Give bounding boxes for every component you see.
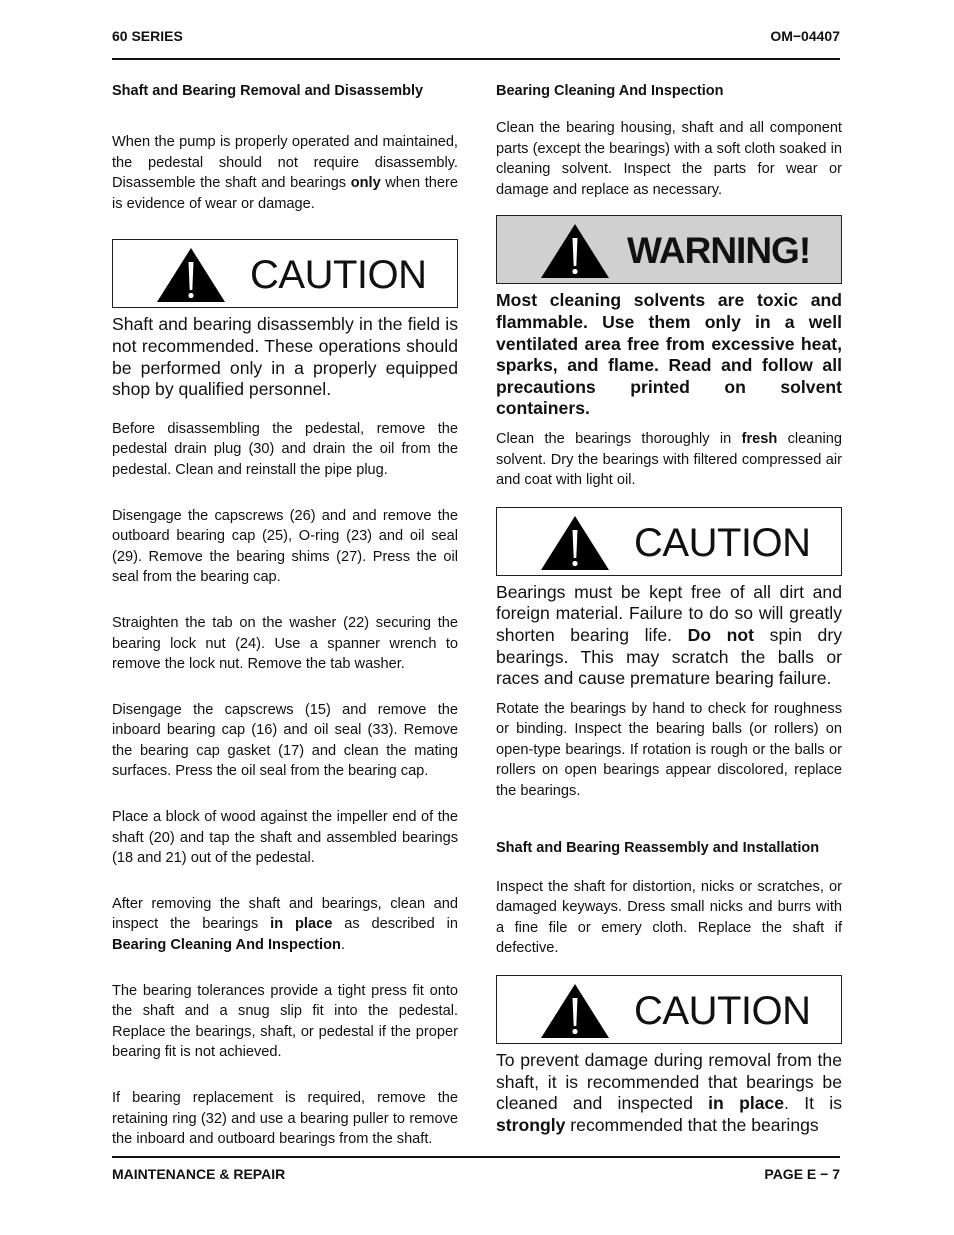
document-number: OM−04407 xyxy=(770,28,840,44)
paragraph-inboard: Disengage the capscrews (15) and remove the inboard bearing cap (16) and oil seal (33). Remove the bearing cap gasket (17) and clean the mating surfaces. Press the oil seal from the bearing cap. xyxy=(112,701,458,780)
paragraph-intro xyxy=(112,132,458,214)
paragraph-clean-housing: Clean the bearing housing, shaft and all component parts (except the bearings) with a soft cloth soaked in cleaning solvent. Inspect the parts for wear or damage and replace as necessary. xyxy=(496,120,842,198)
caution-sign xyxy=(112,239,458,308)
paragraph-fresh-solvent xyxy=(496,429,842,491)
text: as described in xyxy=(332,916,459,933)
caution-label: CAUTION xyxy=(634,520,811,565)
series-title: 60 SERIES xyxy=(112,28,183,44)
emphasis: in place xyxy=(708,1093,785,1114)
text: recommended that the bearings xyxy=(565,1114,819,1135)
warning-sign xyxy=(496,215,842,284)
section-heading-reassembly: Shaft and Bearing Reassembly and Installation xyxy=(496,839,820,856)
text: When the pump is properly operated and maintained, the pedestal should not require disassembly. Disassemble the shaft and bearings xyxy=(112,134,458,192)
header-rule xyxy=(112,58,840,60)
text: . It is xyxy=(784,1093,842,1114)
emphasis: strongly xyxy=(496,1114,566,1135)
hazard-triangle-icon xyxy=(539,514,611,572)
text: cleaning solvent. Dry the bearings with filtered compressed air and coat with light oil. xyxy=(496,430,842,489)
section-title: MAINTENANCE & REPAIR xyxy=(112,1166,286,1182)
cross-reference: Bearing Cleaning And Inspection xyxy=(112,937,341,954)
hazard-triangle-icon xyxy=(539,222,611,280)
page-number: PAGE E − 7 xyxy=(764,1166,840,1182)
caution-text: Shaft and bearing disassembly in the field is not recommended. These operations should be performed only in a properly equipped shop by qualified personnel. xyxy=(112,314,458,400)
warning-text: Most cleaning solvents are toxic and flammable. Use them only in a well ventilated area free from excessive heat, sparks, and flame. Read and follow all precautions printed on solvent containers. xyxy=(496,290,842,419)
section-heading-removal: Shaft and Bearing Removal and Disassembly xyxy=(112,83,424,99)
paragraph-outboard: Disengage the capscrews (26) and and remove the outboard bearing cap (25), O-ring (23) and oil seal (29). Remove the bearing shims (27). Press the oil seal from the bearing cap. xyxy=(112,507,458,586)
text: spin dry bearings. This may scratch the balls or races and cause premature bearing failure. xyxy=(496,624,842,689)
hazard-triangle-icon xyxy=(155,246,227,304)
paragraph-rotate: Rotate the bearings by hand to check for roughness or binding. Inspect the bearing balls (or rollers) on open-type bearings. If rotation is rough or the balls or rollers on open bearings appear discolored, replace the bearings. xyxy=(496,700,842,800)
paragraph-tap-shaft: Place a block of wood against the impeller end of the shaft (20) and tap the shaft and assembled bearings (18 and 21) out of the pedestal. xyxy=(112,809,458,867)
paragraph-replacement: If bearing replacement is required, remove the retaining ring (32) and use a bearing puller to remove the inboard and outboard bearings from the shaft. xyxy=(112,1090,458,1148)
caution-text xyxy=(496,1050,842,1136)
text: After removing the shaft and bearings, clean and inspect the bearings xyxy=(112,895,458,933)
hazard-triangle-icon xyxy=(539,982,611,1040)
paragraph-locknut: Straighten the tab on the washer (22) securing the bearing lock nut (24). Use a spanner wrench to remove the lock nut. Remove the tab washer. xyxy=(112,614,458,673)
paragraph-drain: Before disassembling the pedestal, remove the pedestal drain plug (30) and drain the oil from the pedestal. Clean and reinstall the pipe plug. xyxy=(112,420,458,478)
section-heading-cleaning: Bearing Cleaning And Inspection xyxy=(496,83,724,99)
caution-label: CAUTION xyxy=(250,253,427,298)
right-column xyxy=(496,82,842,1136)
text: when there is evidence of wear or damage. xyxy=(112,175,458,212)
text: Clean the bearings thoroughly in xyxy=(496,430,742,447)
paragraph-inspect-shaft: Inspect the shaft for distortion, nicks or scratches, or damaged keyways. Dress small nicks and burrs with a fine file or emery cloth. Replace the shaft if defective. xyxy=(496,878,842,957)
warning-label: WARNING! xyxy=(627,230,811,272)
text: . xyxy=(340,937,345,954)
caution-sign xyxy=(496,975,842,1044)
paragraph-clean-inspect xyxy=(112,894,458,956)
emphasis: only xyxy=(350,175,381,192)
emphasis: Do not xyxy=(687,624,755,645)
emphasis: in place xyxy=(270,916,333,933)
page-footer xyxy=(112,1166,840,1182)
text: Bearings must be kept free of all dirt and foreign material. Failure to do so will greatly shorten bearing life. xyxy=(496,581,842,645)
caution-label: CAUTION xyxy=(634,989,811,1034)
footer-rule xyxy=(112,1156,840,1158)
paragraph-tolerances: The bearing tolerances provide a tight press fit onto the shaft and a snug slip fit into the pedestal. Replace the bearings, shaft, or pedestal if the proper bearing fit is not achieved. xyxy=(112,982,458,1061)
text: To prevent damage during removal from the shaft, it is recommended that bearings be cleaned and inspected xyxy=(496,1050,842,1114)
emphasis: fresh xyxy=(741,430,778,447)
caution-sign xyxy=(496,507,842,576)
caution-text xyxy=(496,582,842,690)
page-header xyxy=(112,28,840,44)
left-column xyxy=(112,82,458,1150)
